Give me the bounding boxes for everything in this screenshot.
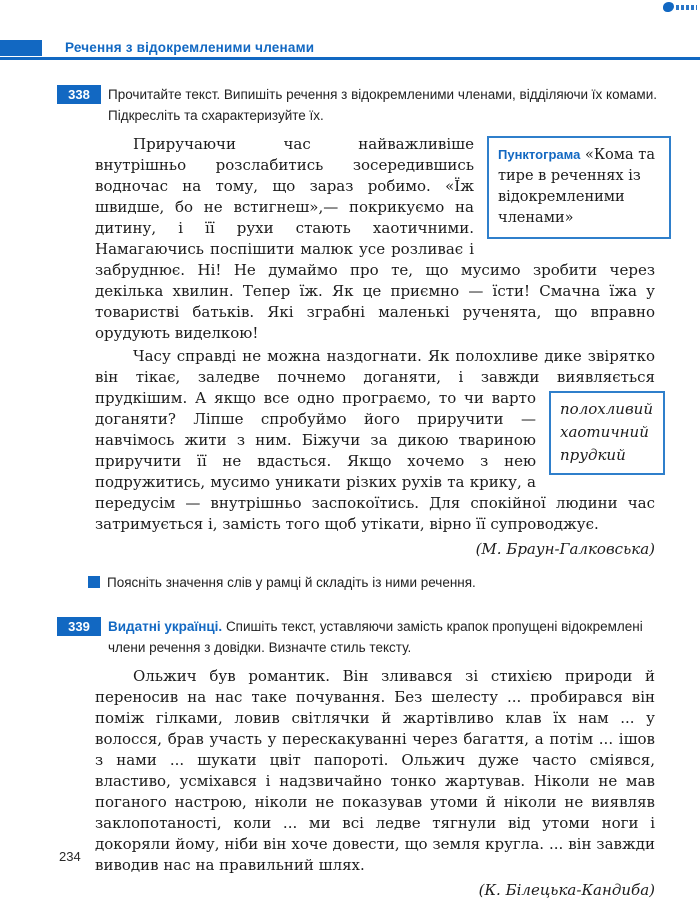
exercise-338-instructions: Прочитайте текст. Випишіть речення з відокремленими членами, відділяючи їх комами. Підкресліть та схарактеризуйте їх.: [108, 87, 657, 123]
exercise-338-number-badge: 338: [57, 85, 101, 104]
vocabulary-box: [549, 391, 665, 475]
chapter-header: [0, 40, 700, 60]
watermark-text-marks: [676, 5, 697, 10]
paragraph-2-text-a: Часу справді не можна наздогнати. Як полохливе дике звірятко він тікає, заледве почнемо доганяти, і завжди виявляється прудкішим.: [95, 347, 655, 407]
exercise-339-header: [57, 616, 660, 658]
followup-task-text: Поясніть значення слів у рамці й складіть із ними речення.: [107, 575, 476, 590]
chapter-title: Речення з відокремленими членами: [65, 40, 315, 55]
paragraph-3: Ольжич був романтик. Він зливався зі стихією природи й переносив на нас таке почування. Без шелесту ... пробирався він поміж гілками, ловив світлячки й жартівливо клав їх нам ... у волосся, брав участь у перескакуванні через багаття, а потім ... ішов з нами ... шукати цвіт папороті. Ольжич дуже часто сміявся, властиво, усміхався і надзвичайно тонко жартував. Ніколи не мав поганого настрою, ніколи не показував утоми й ніколи не виявляв заклопотаності, коли ... ми всі ледве тягнули від утоми ноги і докоряли йому, ніби він хоче довести, що земля кругла. ... він завжди виводив нас на правильний шлях.: [95, 667, 655, 874]
watermark-logo: [663, 2, 697, 13]
watermark-blob-icon: [663, 2, 674, 12]
paragraph-1: [95, 134, 655, 344]
paragraph-1-text: Приручаючи час найважливіше внутрішньо розслабитись зосередившись водночас на тому, що зараз робимо. «Їж швидше, бо не встигнеш»,— покрикуємо на дитину, і її рухи стають хаотичними. Намагаючись поспішити малюк усе розливає і забруднює. Ні! Не думаймо про те, що мусимо зробити через декілька хвилин. Тепер їж. Як це приємно — їсти! Смачна їжа у товаристві батьків. Які зграбні маленькі рученята, що вправно орудують виделкою!: [95, 135, 655, 342]
exercise-339-number-badge: 339: [57, 617, 101, 636]
exercise-339-body: [95, 666, 655, 900]
task-bullet-icon: [88, 576, 100, 588]
paragraph-2: [95, 346, 655, 535]
exercise-338-body: [95, 134, 655, 559]
exercise-338-header: [57, 84, 660, 126]
punctogram-text: «Кома та тире в реченнях із відокремленими членами»: [498, 147, 655, 226]
text-attribution-339: (К. Білецька-Кандиба): [478, 881, 655, 899]
punctogram-label: Пунктограма: [498, 147, 581, 162]
page-number: 234: [59, 849, 81, 864]
exercise-339-lead: Видатні українці.: [108, 619, 223, 634]
header-accent-block: [0, 40, 42, 56]
exercise-339-instructions-text: Спишіть текст, уставляючи замість крапок пропущені відокремлені члени речення з довідки. Визначте стиль тексту.: [108, 619, 643, 655]
vocabulary-word: прудкий: [560, 446, 626, 464]
exercise-339-instructions: [108, 616, 660, 658]
vocabulary-word: хаотичний: [560, 423, 649, 441]
paragraph-2-text-b: А якщо все одно програємо, то чи варто доганяти? Ліпше спробуймо його приручити — навчімось жити з ним. Біжучи за дикою твариною приручити її не вдасться. Якщо хочемо з нею подружитись, мусимо уникати різких рухів та крику, а передусім — внутрішньо заспокоїтись. Для спокійної людини час затримується і, замість того щоб утікати, вірно її супроводжує.: [95, 389, 655, 533]
vocabulary-word: полохливий: [560, 400, 653, 418]
followup-task-338: [88, 573, 660, 592]
punctogram-box: [487, 136, 671, 239]
text-attribution-338: (М. Браун-Галковська): [475, 540, 655, 558]
